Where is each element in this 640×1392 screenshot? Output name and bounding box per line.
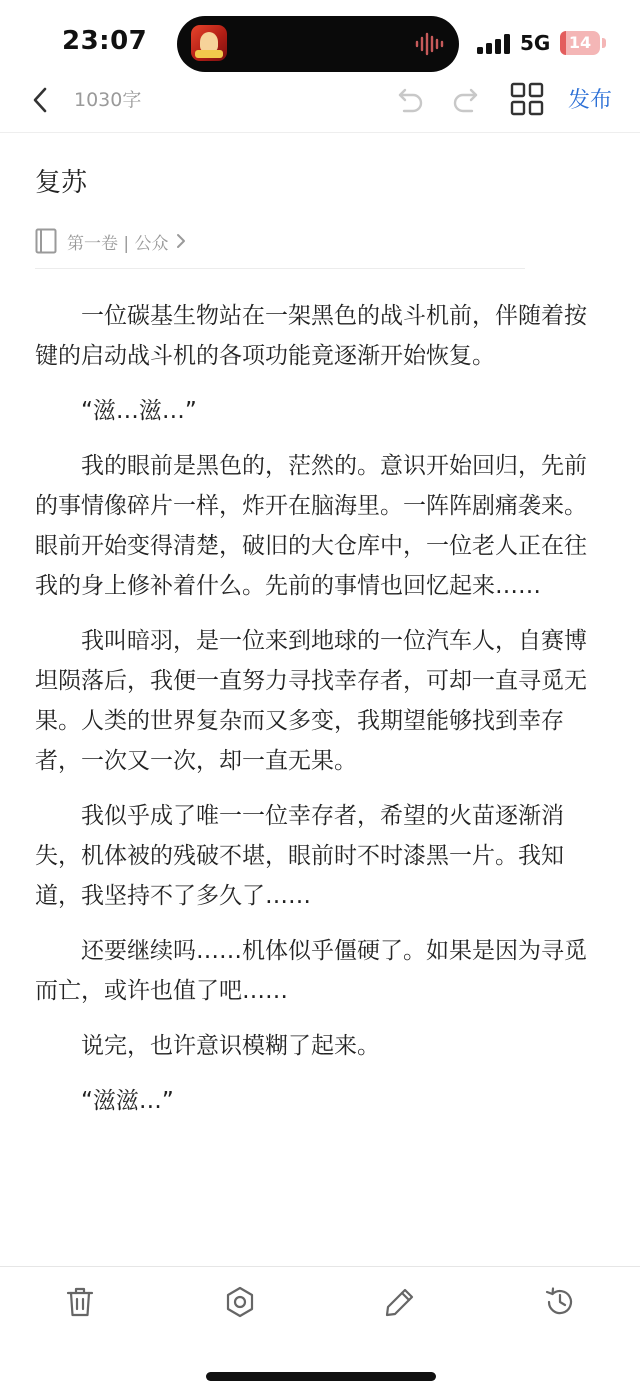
paragraph[interactable]: 我似乎成了唯一一位幸存者，希望的火苗逐渐消失，机体被的残破不堪，眼前时不时漆黑一片。我知道，我坚持不了多久了…… bbox=[35, 803, 564, 909]
publish-button[interactable]: 发布 bbox=[568, 83, 612, 114]
redo-icon[interactable] bbox=[450, 81, 486, 117]
paragraph[interactable]: 我叫暗羽，是一位来到地球的一位汽车人，自赛博坦陨落后，我便一直努力寻找幸存者，可却一直寻觅无果。人类的世界复杂而又多变，我期望能够找到幸存者，一次又一次，却一直无果。 bbox=[35, 628, 587, 774]
paragraph[interactable]: 说完，也许意识模糊了起来。 bbox=[81, 1033, 380, 1059]
dynamic-island[interactable] bbox=[177, 16, 459, 72]
network-type: 5G bbox=[520, 31, 551, 55]
word-count: 1030字 bbox=[74, 89, 142, 111]
settings-icon[interactable] bbox=[223, 1285, 257, 1319]
paragraph[interactable]: 我的眼前是黑色的，茫然的。意识开始回归，先前的事情像碎片一样，炸开在脑海里。一阵阵剧痛袭来。眼前开始变得清楚，破旧的大仓库中，一位老人正在往我的身上修补着什么。先前的事情也回忆起来…… bbox=[35, 453, 587, 599]
cellular-signal-icon bbox=[477, 34, 511, 54]
trash-icon[interactable] bbox=[63, 1285, 97, 1319]
chevron-left-icon[interactable] bbox=[24, 82, 60, 118]
history-icon[interactable] bbox=[543, 1285, 577, 1319]
paragraph[interactable]: “滋…滋…” bbox=[81, 398, 197, 424]
volume-label: 第一卷 | 公众 bbox=[67, 233, 169, 254]
grid-icon[interactable] bbox=[508, 80, 546, 118]
bottom-toolbar bbox=[0, 1266, 640, 1392]
chapter-body-editor[interactable] bbox=[35, 296, 607, 1260]
app-icon[interactable] bbox=[191, 25, 227, 61]
chevron-right-icon bbox=[175, 233, 187, 249]
undo-icon[interactable] bbox=[390, 81, 426, 117]
paragraph[interactable]: 还要继续吗……机体似乎僵硬了。如果是因为寻觅而亡，或许也值了吧…… bbox=[35, 938, 587, 1004]
battery-tip bbox=[602, 38, 606, 48]
volume-selector[interactable] bbox=[35, 226, 187, 256]
edit-icon[interactable] bbox=[383, 1285, 417, 1319]
header-divider bbox=[35, 268, 525, 269]
status-bar bbox=[0, 0, 640, 80]
battery-icon bbox=[560, 31, 600, 55]
book-icon bbox=[35, 228, 57, 254]
home-indicator[interactable] bbox=[206, 1372, 436, 1381]
chapter-title[interactable]: 复苏 bbox=[35, 168, 88, 198]
paragraph[interactable]: 一位碳基生物站在一架黑色的战斗机前，伴随着按键的启动战斗机的各项功能竟逐渐开始恢复。 bbox=[35, 303, 587, 369]
status-time: 23:07 bbox=[62, 26, 148, 56]
paragraph[interactable]: “滋滋…” bbox=[81, 1088, 174, 1114]
battery-level: 14 bbox=[568, 33, 592, 52]
audio-wave-icon bbox=[414, 32, 446, 56]
editor-toolbar bbox=[0, 80, 640, 133]
